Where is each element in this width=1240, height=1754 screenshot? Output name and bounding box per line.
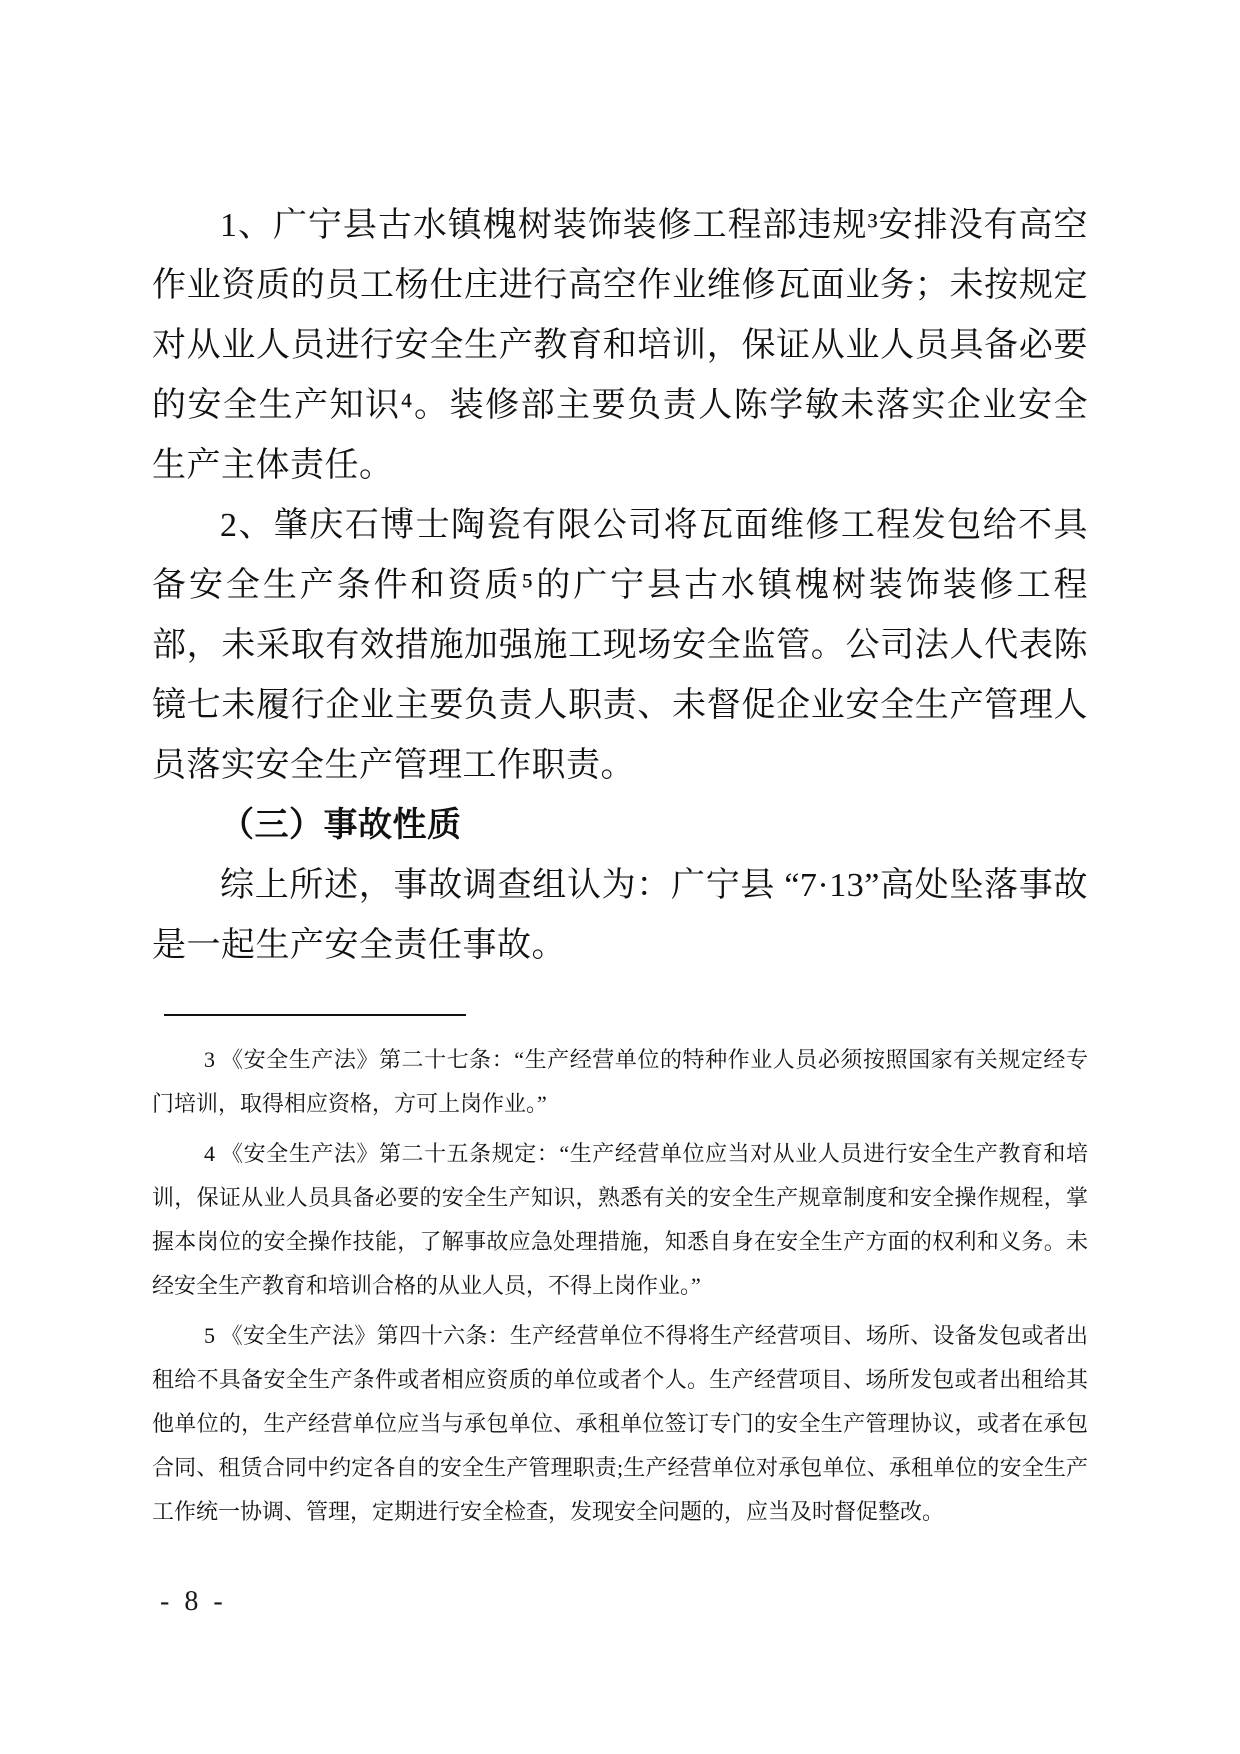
footnote-4: 4 《安全生产法》第二十五条规定：“生产经营单位应当对从业人员进行安全生产教育和培训，保证从业人员具备必要的安全生产知识，熟悉有关的安全生产规章制度和安全操作规程，掌握本岗位的安全操作技能，了解事故应急处理措施，知悉自身在安全生产方面的权利和义务。未经安全生产教育和培训合格的从业人员，不得上岗作业。” [152,1141,1088,1298]
page-number: - 8 - [160,1586,227,1617]
footnote-list [152,1016,1088,1534]
footnote-area [152,1014,1088,1534]
section-heading-accident-nature: （三）事故性质 [220,807,462,844]
page-body [152,196,1088,1534]
conclusion-paragraph: 综上所述，事故调查组认为：广宁县 “7·13”高处坠落事故是一起生产安全责任事故。 [152,867,1088,964]
footnote-3: 3 《安全生产法》第二十七条：“生产经营单位的特种作业人员必须按照国家有关规定经专门培训，取得相应资格，方可上岗作业。” [152,1047,1088,1116]
finding-paragraph-2: 2、肇庆石博士陶瓷有限公司将瓦面维修工程发包给不具备安全生产条件和资质⁵的广宁县古水镇槐树装饰装修工程部，未采取有效措施加强施工现场安全监管。公司法人代表陈镜七未履行企业主要负责人职责、未督促企业安全生产管理人员落实安全生产管理工作职责。 [152,507,1088,784]
footnote-5: 5 《安全生产法》第四十六条：生产经营单位不得将生产经营项目、场所、设备发包或者出租给不具备安全生产条件或者相应资质的单位或者个人。生产经营项目、场所发包或者出租给其他单位的，生产经营单位应当与承包单位、承租单位签订专门的安全生产管理协议，或者在承包合同、租赁合同中约定各自的安全生产管理职责;生产经营单位对承包单位、承租单位的安全生产工作统一协调、管理，定期进行安全检查，发现安全问题的，应当及时督促整改。 [152,1323,1088,1524]
finding-paragraph-1: 1、广宁县古水镇槐树装饰装修工程部违规³安排没有高空作业资质的员工杨仕庄进行高空作业维修瓦面业务；未按规定对从业人员进行安全生产教育和培训，保证从业人员具备必要的安全生产知识⁴。装修部主要负责人陈学敏未落实企业安全生产主体责任。 [152,207,1088,484]
